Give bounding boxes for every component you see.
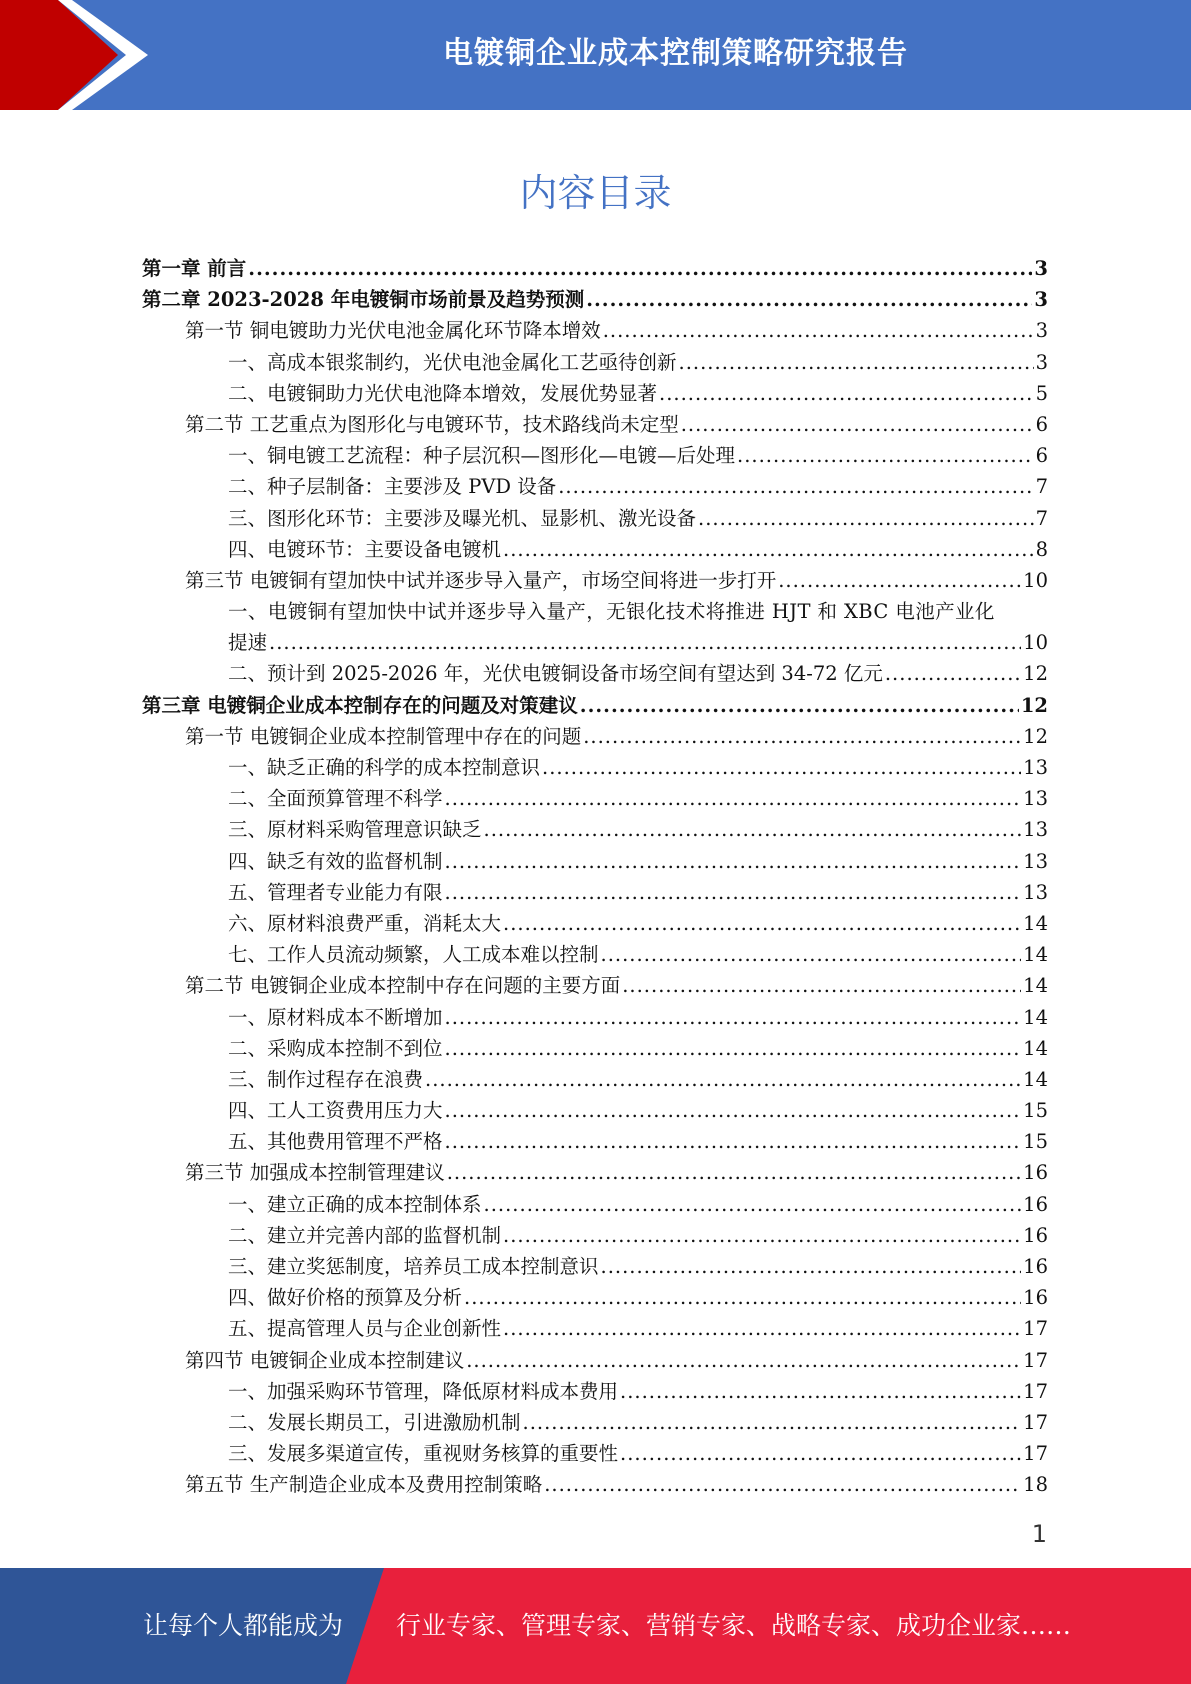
toc-page-number: 14 [1023, 1005, 1048, 1029]
toc-section[interactable] [142, 409, 1048, 440]
toc-entry-text: 三、制作过程存在浪费 [228, 1067, 424, 1091]
toc-page-number: 3 [1034, 288, 1048, 312]
toc-leader-dots [601, 939, 1022, 970]
toc-subsection[interactable] [142, 1189, 1048, 1220]
toc-page-number: 13 [1023, 787, 1048, 811]
toc-leader-dots [558, 471, 1033, 502]
toc-subsection[interactable] [142, 939, 1048, 970]
toc-entry-text: 一、建立正确的成本控制体系 [228, 1192, 482, 1216]
toc-section[interactable] [142, 721, 1048, 752]
toc-subsection[interactable] [142, 752, 1048, 783]
toc-entry-continuation[interactable] [142, 627, 1048, 658]
toc-page-number: 14 [1023, 943, 1048, 967]
toc-section[interactable] [142, 970, 1048, 1001]
toc-leader-dots [586, 284, 1032, 315]
toc-entry-text: 二、全面预算管理不科学 [228, 787, 443, 811]
toc-page-number: 5 [1035, 381, 1048, 405]
toc-subsection[interactable] [142, 471, 1048, 502]
toc-page-number: 13 [1023, 849, 1048, 873]
toc-entry-text: 四、缺乏有效的监督机制 [228, 849, 443, 873]
toc-leader-dots [620, 1438, 1021, 1469]
toc-leader-dots [679, 347, 1034, 378]
toc-page-number: 15 [1023, 1130, 1048, 1154]
toc-subsection[interactable] [142, 814, 1048, 845]
toc-subsection[interactable] [142, 1126, 1048, 1157]
toc-section[interactable] [142, 565, 1048, 596]
toc-entry-text: 一、电镀铜有望加快中试并逐步导入量产，无银化技术将推进 HJT 和 XBC 电池产业化 [228, 600, 995, 624]
toc-section[interactable] [142, 1345, 1048, 1376]
toc-entry-text: 第二章 2023-2028 年电镀铜市场前景及趋势预测 [142, 288, 585, 312]
toc-entry-text: 第四节 电镀铜企业成本控制建议 [185, 1348, 465, 1372]
toc-page-number: 17 [1023, 1379, 1048, 1403]
toc-page-number: 8 [1035, 537, 1048, 561]
toc-chapter[interactable] [142, 284, 1048, 315]
toc-leader-dots [885, 658, 1021, 689]
toc-entry-text: 第五节 生产制造企业成本及费用控制策略 [185, 1473, 543, 1497]
toc-entry-text: 二、采购成本控制不到位 [228, 1036, 443, 1060]
toc-leader-dots [601, 1251, 1022, 1282]
toc-page-number: 17 [1023, 1317, 1048, 1341]
toc-subsection[interactable] [142, 658, 1048, 689]
toc-leader-dots [544, 1469, 1021, 1500]
toc-leader-dots [503, 1313, 1021, 1344]
toc-page-number: 16 [1023, 1192, 1048, 1216]
toc-subsection[interactable] [142, 846, 1048, 877]
toc-leader-dots [445, 1126, 1022, 1157]
toc-subsection[interactable] [142, 1407, 1048, 1438]
toc-page-number: 17 [1023, 1410, 1048, 1434]
toc-leader-dots [503, 908, 1021, 939]
toc-page-number: 10 [1023, 568, 1048, 592]
toc-entry-text: 四、做好价格的预算及分析 [228, 1286, 463, 1310]
toc-subsection[interactable] [142, 1220, 1048, 1251]
toc-subsection[interactable] [142, 877, 1048, 908]
toc-leader-dots [503, 1220, 1021, 1251]
page-number: 1 [1031, 1520, 1047, 1548]
toc-subsection[interactable] [142, 503, 1048, 534]
toc-entry-text: 三、图形化环节：主要涉及曝光机、显影机、激光设备 [228, 506, 697, 530]
toc-leader-dots [445, 783, 1022, 814]
toc-entry-text: 第二节 电镀铜企业成本控制中存在问题的主要方面 [185, 974, 621, 998]
toc-leader-dots [778, 565, 1021, 596]
toc-entry-text: 二、种子层制备：主要涉及 PVD 设备 [228, 475, 557, 499]
toc-leader-dots [445, 877, 1022, 908]
toc-leader-dots [503, 534, 1034, 565]
toc-section[interactable] [142, 315, 1048, 346]
table-of-contents [142, 253, 1048, 1501]
toc-entry-text: 第一章 前言 [142, 257, 247, 280]
toc-entry-text: 第二节 工艺重点为图形化与电镀环节，技术路线尚未定型 [185, 412, 679, 436]
toc-page-number: 16 [1023, 1161, 1048, 1185]
toc-entry-text: 二、预计到 2025-2026 年，光伏电镀铜设备市场空间有望达到 34-72 亿元 [228, 662, 883, 686]
toc-leader-dots [603, 315, 1034, 346]
toc-entry-text: 第一节 铜电镀助力光伏电池金属化环节降本增效 [185, 319, 601, 343]
toc-entry-text: 第一节 电镀铜企业成本控制管理中存在的问题 [185, 724, 582, 748]
toc-leader-dots [698, 503, 1034, 534]
toc-page-number: 17 [1023, 1442, 1048, 1466]
toc-page-number: 15 [1023, 1099, 1048, 1123]
toc-entry-text: 三、发展多渠道宣传，重视财务核算的重要性 [228, 1442, 619, 1466]
toc-page-number: 7 [1035, 506, 1048, 530]
toc-entry-text: 第三节 加强成本控制管理建议 [185, 1161, 445, 1185]
toc-entry-text: 一、铜电镀工艺流程：种子层沉积—图形化—电镀—后处理 [228, 444, 736, 468]
toc-entry-text: 三、原材料采购管理意识缺乏 [228, 818, 482, 842]
toc-leader-dots [620, 1376, 1021, 1407]
toc-page-number: 3 [1035, 350, 1048, 374]
toc-entry-text: 三、建立奖惩制度，培养员工成本控制意识 [228, 1255, 599, 1278]
toc-entry-text: 一、加强采购环节管理，降低原材料成本费用 [228, 1379, 619, 1403]
toc-leader-dots [484, 814, 1022, 845]
toc-leader-dots [466, 1345, 1021, 1376]
toc-leader-dots [445, 846, 1022, 877]
toc-entry-text: 一、缺乏正确的科学的成本控制意识 [228, 756, 541, 779]
toc-subsection[interactable] [142, 783, 1048, 814]
footer-slogan-left: 让每个人都能成为 [143, 1611, 344, 1640]
toc-subsection[interactable] [142, 347, 1048, 378]
toc-leader-dots [681, 409, 1034, 440]
toc-leader-dots [445, 1002, 1022, 1033]
toc-leader-dots [464, 1282, 1021, 1313]
toc-page-number: 17 [1023, 1348, 1048, 1372]
toc-subsection[interactable] [142, 1064, 1048, 1095]
toc-leader-dots [447, 1157, 1021, 1188]
toc-page-number: 7 [1035, 475, 1048, 499]
toc-entry-text: 七、工作人员流动频繁，人工成本难以控制 [228, 943, 599, 967]
toc-page-number: 16 [1023, 1255, 1048, 1278]
toc-entry-text: 提速 [228, 631, 268, 655]
toc-section[interactable] [142, 1469, 1048, 1500]
toc-entry-text: 一、原材料成本不断增加 [228, 1005, 443, 1029]
toc-subsection[interactable] [142, 908, 1048, 939]
toc-leader-dots [542, 752, 1021, 783]
footer-slogan-right: 行业专家、管理专家、营销专家、战略专家、成功企业家…… [396, 1611, 1072, 1640]
footer-band [0, 1568, 1191, 1684]
toc-entry-text: 六、原材料浪费严重，消耗太大 [228, 911, 502, 935]
toc-subsection[interactable] [142, 1313, 1048, 1344]
toc-leader-dots [484, 1189, 1022, 1220]
toc-entry[interactable] [142, 596, 1048, 627]
toc-subsection[interactable] [142, 440, 1048, 471]
toc-leader-dots [425, 1064, 1021, 1095]
toc-page-number: 13 [1023, 818, 1048, 842]
toc-entry-text: 四、工人工资费用压力大 [228, 1099, 443, 1123]
toc-page-number: 14 [1023, 911, 1048, 935]
toc-page-number: 16 [1023, 1286, 1048, 1310]
toc-leader-dots [523, 1407, 1022, 1438]
toc-page-number: 10 [1023, 631, 1048, 655]
toc-page-number: 6 [1035, 412, 1048, 436]
toc-leader-dots [269, 627, 1021, 658]
toc-leader-dots [659, 378, 1034, 409]
toc-page-number: 16 [1023, 1223, 1048, 1247]
toc-page-number: 12 [1020, 693, 1048, 717]
toc-subsection[interactable] [142, 1251, 1048, 1282]
toc-heading: 内容目录 [519, 171, 672, 215]
toc-page-number: 14 [1023, 1036, 1048, 1060]
toc-page-number: 14 [1023, 1067, 1048, 1091]
toc-entry-text: 一、高成本银浆制约，光伏电池金属化工艺亟待创新 [228, 350, 677, 374]
toc-leader-dots [737, 440, 1034, 471]
toc-page-number: 14 [1023, 974, 1048, 998]
report-title: 电镀铜企业成本控制策略研究报告 [443, 36, 908, 71]
toc-entry-text: 二、发展长期员工，引进激励机制 [228, 1410, 521, 1434]
header-arrow-decoration [0, 0, 160, 110]
toc-page-number: 18 [1023, 1473, 1048, 1497]
toc-leader-dots [583, 721, 1021, 752]
toc-entry-text: 四、电镀环节：主要设备电镀机 [228, 537, 502, 561]
toc-section[interactable] [142, 1157, 1048, 1188]
toc-page-number: 6 [1035, 444, 1048, 468]
toc-entry-text: 五、提高管理人员与企业创新性 [228, 1317, 502, 1341]
toc-entry-text: 五、其他费用管理不严格 [228, 1130, 443, 1154]
toc-subsection[interactable] [142, 1002, 1048, 1033]
toc-subsection[interactable] [142, 378, 1048, 409]
toc-leader-dots [445, 1033, 1022, 1064]
toc-page-number: 3 [1035, 319, 1048, 343]
toc-page-number: 12 [1023, 662, 1048, 686]
toc-chapter[interactable] [142, 253, 1048, 284]
toc-leader-dots [248, 253, 1032, 284]
toc-leader-dots [622, 970, 1021, 1001]
toc-page-number: 3 [1034, 257, 1048, 280]
toc-page-number: 12 [1023, 724, 1048, 748]
header-band [0, 0, 1191, 110]
toc-entry-text: 五、管理者专业能力有限 [228, 880, 443, 904]
toc-page-number: 13 [1023, 880, 1048, 904]
toc-subsection[interactable] [142, 1376, 1048, 1407]
toc-chapter[interactable] [142, 690, 1048, 721]
toc-entry-text: 第三章 电镀铜企业成本控制存在的问题及对策建议 [142, 693, 578, 717]
toc-entry-text: 第三节 电镀铜有望加快中试并逐步导入量产，市场空间将进一步打开 [185, 568, 777, 592]
toc-leader-dots [580, 690, 1019, 721]
toc-subsection[interactable] [142, 1033, 1048, 1064]
toc-leader-dots [445, 1095, 1022, 1126]
toc-entry-text: 二、电镀铜助力光伏电池降本增效，发展优势显著 [228, 381, 658, 405]
toc-entry-text: 二、建立并完善内部的监督机制 [228, 1223, 502, 1247]
toc-subsection[interactable] [142, 1095, 1048, 1126]
toc-page-number: 13 [1023, 756, 1048, 779]
toc-subsection[interactable] [142, 534, 1048, 565]
toc-subsection[interactable] [142, 1438, 1048, 1469]
toc-subsection[interactable] [142, 1282, 1048, 1313]
